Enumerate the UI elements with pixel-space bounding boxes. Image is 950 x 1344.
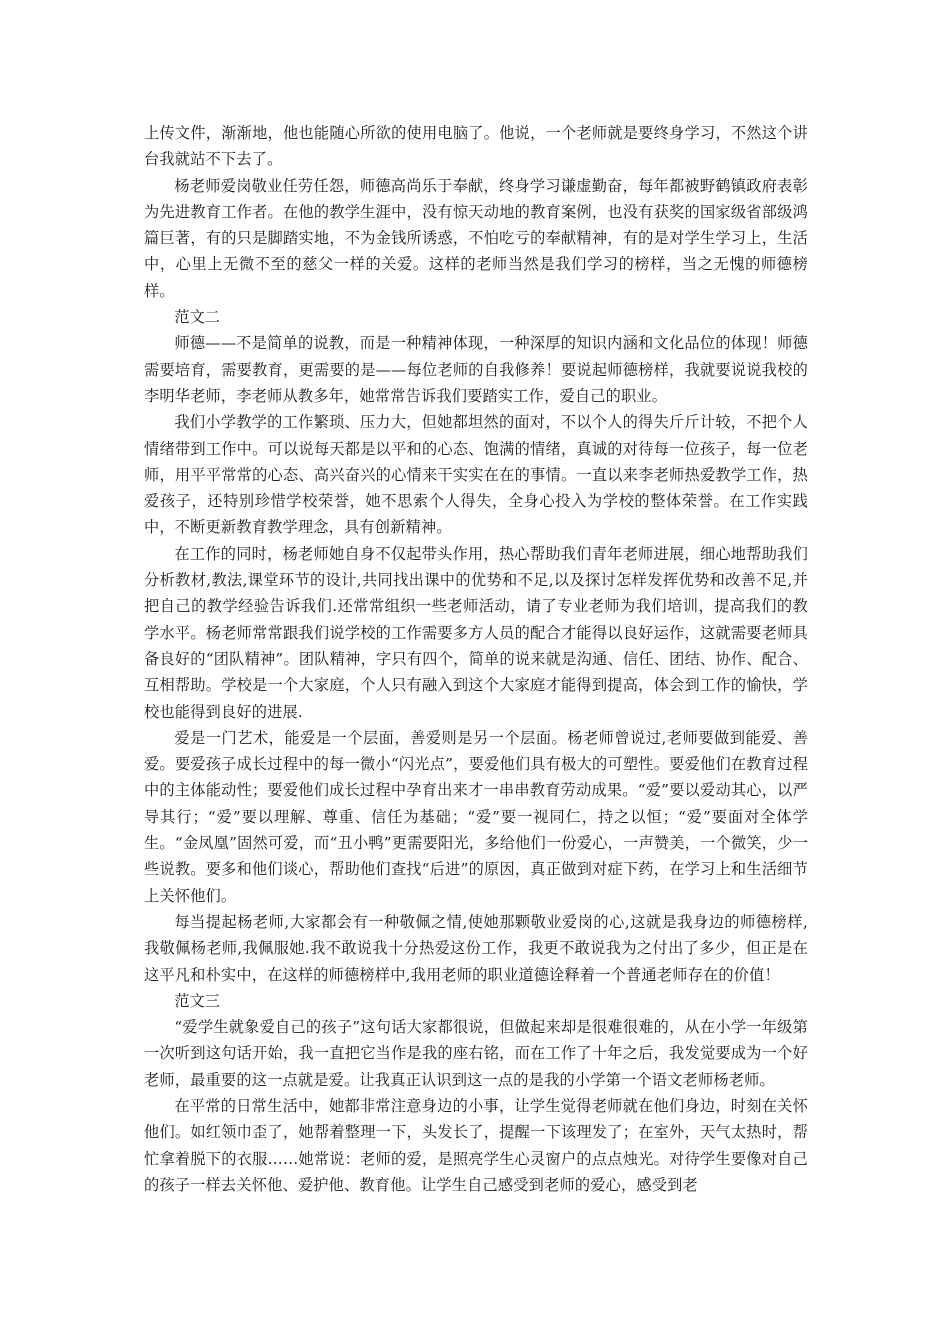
section-heading: 范文三: [174, 991, 220, 1010]
paragraph: 杨老师爱岗敬业任劳任怨，师德高尚乐于奉献，终身学习谦虚勤奋，每年都被野鹤镇政府表彰为先进教育工作者。在他的教学生涯中，没有惊天动地的教育案例，也没有获奖的国家级省部级鸿篇巨著，有的只是脚踏实地，不为金钱所诱惑，不怕吃亏的奉献精神，有的是对学生学习上，生活中，心里上无微不至的慈父一样的关爱。这样的老师当然是我们学习的榜样，当之无愧的师德榜样。: [144, 176, 808, 300]
paragraph: 在工作的同时，杨老师她自身不仅起带头作用，热心帮助我们青年老师进展，细心地帮助我们分析教材,教法,课堂环节的设计,共同找出课中的优势和不足,以及探讨怎样发挥优势和改善不足,并把自己的教学经验告诉我们.还常常组织一些老师活动，请了专业老师为我们培训，提高我们的教学水平。杨老师常常跟我们说学校的工作需要多方人员的配合才能得以良好运作，这就需要老师具备良好的“团队精神”。团队精神，字只有四个，简单的说来就是沟通、信任、团结、协作、配合、互相帮助。学校是一个大家庭，个人只有融入到这个大家庭才能得到提高，体会到工作的愉快，学校也能得到良好的进展.: [144, 544, 808, 721]
paragraph: 爱是一门艺术，能爱是一个层面，善爱则是另一个层面。杨老师曾说过,老师要做到能爱、善爱。要爱孩子成长过程中的每一微小“闪光点”，要爱他们具有极大的可塑性。要爱他们在教育过程中的主体能动性；要爱他们成长过程中孕育出来才一串串教育劳动成果。“爱”要以爱动其心，以严导其行；“爱”要以理解、尊重、信任为基础；“爱”要一视同仁，持之以恒；“爱”要面对全体学生。“金凤凰”固然可爱，而“丑小鸭”更需要阳光，多给他们一份爱心，一声赞美，一个微笑，少一些说教。要多和他们谈心，帮助他们查找“后进”的原因，真正做到对症下药，在学习上和生活细节上关怀他们。: [144, 728, 808, 905]
paragraph: 我们小学教学的工作繁琐、压力大，但她都坦然的面对，不以个人的得失斤斤计较，不把个人情绪带到工作中。可以说每天都是以平和的心态、饱满的情绪，真诚的对待每一位孩子，每一位老师，用平平常常的心态、高兴奋兴的心情来干实实在在的事情。一直以来李老师热爱教学工作，热爱孩子，还特别珍惜学校荣誉，她不思索个人得失，全身心投入为学校的整体荣誉。在工作实践中，不断更新教育教学理念，具有创新精神。: [144, 413, 808, 537]
paragraph: “爱学生就象爱自己的孩子”这句话大家都很说，但做起来却是很难很难的，从在小学一年级第一次听到这句话开始，我一直把它当作是我的座右铭，而在工作了十年之后，我发觉要成为一个好老师，最重要的这一点就是爱。让我真正认识到这一点的是我的小学第一个语文老师杨老师。: [144, 1018, 808, 1089]
paragraph: 每当提起杨老师,大家都会有一种敬佩之情,使她那颗敬业爱岗的心,这就是我身边的师德榜样,我敬佩杨老师,我佩服她.我不敢说我十分热爱这份工作，我更不敢说我为之付出了多少，但正是在这平凡和朴实中，在这样的师德榜样中,我用老师的职业道德诠释着一个普通老师存在的价值！: [144, 912, 808, 984]
paragraph: 在平常的日常生活中，她都非常注意身边的小事，让学生觉得老师就在他们身边，时刻在关怀他们。如红领巾歪了，她帮着整理一下，头发长了，提醒一下该理发了；在室外，天气太热时，帮忙拿着脱下的衣服……她常说：老师的爱，是照亮学生心灵窗户的点点烛光。对待学生要像对自己的孩子一样去关怀他、爱护他、教育他。让学生自己感受到老师的爱心，感受到老: [144, 1096, 808, 1194]
paragraph-continued: 上传文件，渐渐地，他也能随心所欲的使用电脑了。他说，一个老师就是要终身学习，不然这个讲台我就站不下去了。: [144, 124, 808, 169]
paragraph: 师德——不是简单的说教，而是一种精神体现，一种深厚的知识内涵和文化品位的体现！师德需要培育，需要教育，更需要的是——每位老师的自我修养！要说起师德榜样，我就要说说我校的李明华老师，李老师从教多年，她常常告诉我们要踏实工作，爱自己的职业。: [144, 334, 808, 405]
document-page: [144, 120, 808, 1198]
section-heading: 范文二: [174, 308, 220, 327]
